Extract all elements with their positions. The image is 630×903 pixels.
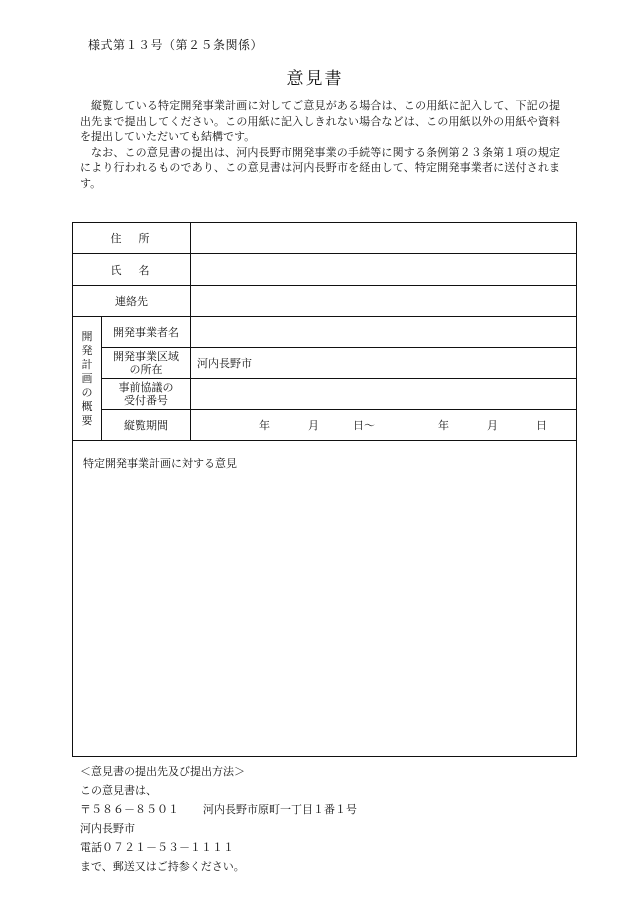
period-year-2: 年	[438, 419, 449, 432]
area-label-line1: 開発事業区域	[113, 350, 179, 363]
name-row	[73, 254, 577, 286]
developer-row	[73, 317, 577, 348]
name-label: 氏 名	[73, 254, 191, 286]
overview-label	[73, 317, 102, 441]
contact-label: 連絡先	[73, 286, 191, 317]
submission-city: 河内長野市	[80, 822, 135, 835]
submission-postal-line	[80, 800, 357, 819]
period-month-1: 月	[308, 419, 319, 432]
developer-label: 開発事業者名	[102, 317, 191, 348]
address-row	[73, 223, 577, 254]
area-row	[73, 348, 577, 379]
intro-paragraph-2: なお、この意見書の提出は、河内長野市開発事業の手続等に関する条例第２３条第１項の規定により行われるものであり、この意見書は河内長野市を経由して、特定開発事業者に送付されます。	[80, 145, 560, 190]
opinion-row	[73, 441, 577, 757]
submission-info	[80, 762, 357, 876]
consult-field[interactable]	[191, 379, 577, 410]
area-label	[102, 348, 191, 379]
page-title: 意見書	[286, 69, 344, 89]
consult-label	[102, 379, 191, 410]
consult-label-line1: 事前協議の	[118, 381, 174, 394]
submission-closing: まで、郵送又はご持参ください。	[80, 860, 245, 873]
street-address: 河内長野市原町一丁目１番１号	[203, 803, 357, 816]
address-label: 住 所	[73, 223, 191, 254]
period-field[interactable]	[191, 410, 577, 441]
submission-line1: この意見書は、	[80, 784, 157, 797]
intro-paragraph-1: 縦覧している特定開発事業計画に対してご意見がある場合は、この用紙に記入して、下記の提出先まで提出してください。この用紙に記入しきれない場合などは、この用紙以外の用紙や資料を提出していただいても結構です。	[80, 99, 560, 143]
address-field[interactable]	[191, 223, 577, 254]
submission-heading: ＜意見書の提出先及び提出方法＞	[80, 765, 245, 778]
period-month-2: 月	[487, 419, 498, 432]
developer-field[interactable]	[191, 317, 577, 348]
period-day-2: 日	[536, 419, 547, 432]
consult-row	[73, 379, 577, 410]
name-field[interactable]	[191, 254, 577, 286]
period-year-1: 年	[259, 419, 270, 432]
postal-code: 〒５８６－８５０１	[80, 803, 179, 816]
period-label: 縦覧期間	[102, 410, 191, 441]
opinion-form-table	[72, 222, 577, 757]
opinion-label: 特定開発事業計画に対する意見	[83, 457, 237, 470]
overview-label-text: 開発計画の概要	[81, 329, 93, 427]
period-day-1: 日～	[353, 419, 375, 432]
contact-row	[73, 286, 577, 317]
consult-label-line2: 受付番号	[124, 394, 168, 407]
area-label-line2: の所在	[129, 363, 163, 376]
submission-phone: 電話０７２１－５３－１１１１	[80, 841, 234, 854]
opinion-field[interactable]	[73, 441, 577, 757]
form-number: 様式第１３号（第２５条関係）	[88, 38, 264, 52]
contact-field[interactable]	[191, 286, 577, 317]
intro-text	[80, 98, 560, 191]
period-row	[73, 410, 577, 441]
area-field[interactable]: 河内長野市	[191, 348, 577, 379]
